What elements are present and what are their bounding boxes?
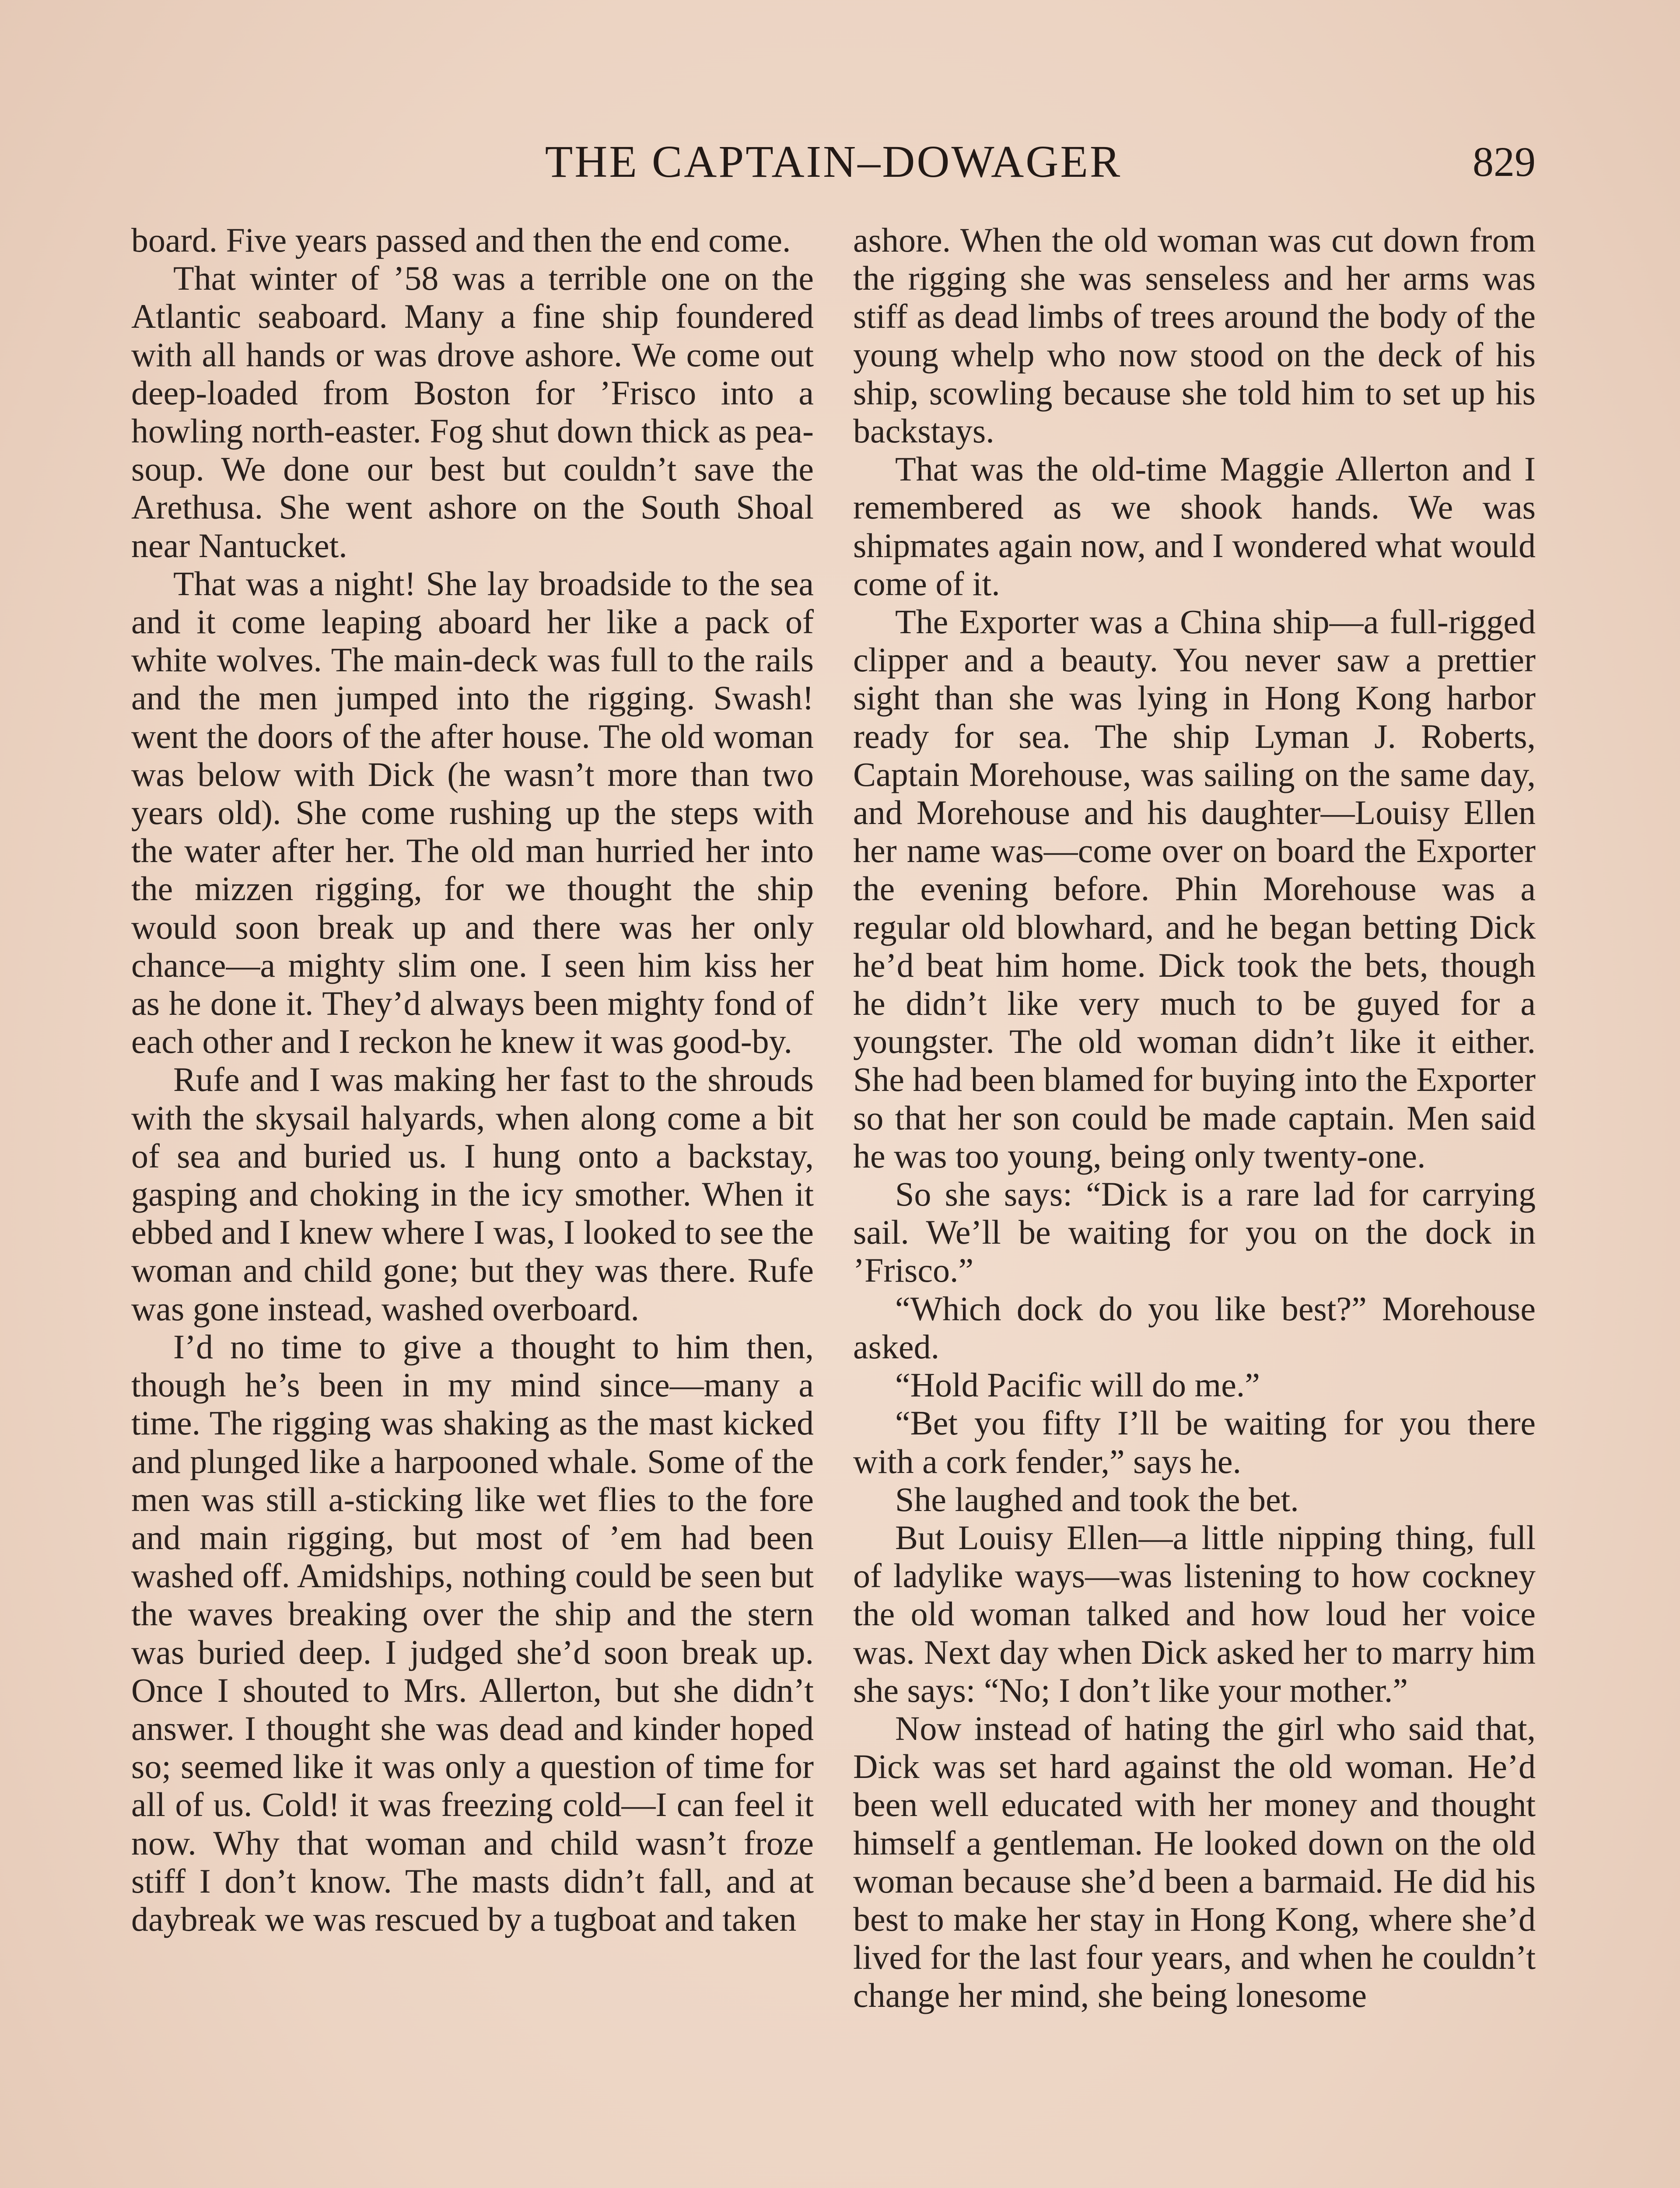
paragraph: “Hold Pacific will do me.”	[895, 1366, 1260, 1404]
paragraph: ashore. When the old woman was cut down from the rigging she was senseless and her arms was stiff as dead limbs of trees around the body of the young whelp who now stood on the deck of his ship, scowling because she told him to set up his backstays.	[853, 221, 1536, 450]
paragraph: That was a night! She lay broadside to the sea and it come leaping aboard her like a pack of white wolves. The main-deck was full to the rails and the men jumped into the rigging. Swash! went the doors of the after house. The old woman was below with Dick (he wasn’t more than two years old). She come rushing up the steps with the water after her. The old man hurried her into the mizzen rigging, for we thought the ship would soon break up and there was her only chance—a mighty slim one. I seen him kiss her as he done it. They’d always been mighty fond of each other and I reckon he knew it was good-by.	[131, 564, 814, 1061]
running-title: THE CAPTAIN–DOWAGER	[545, 137, 1122, 187]
text-columns	[131, 221, 1536, 2188]
paragraph: board. Five years passed and then the end come.	[131, 221, 791, 259]
paragraph: That winter of ’58 was a terrible one on the Atlantic seaboard. Many a fine ship foundered with all hands or was drove ashore. We come out deep-loaded from Boston for ’Frisco into a howling north-easter. Fog shut down thick as pea-soup. We done our best but couldn’t save the Arethusa. She went ashore on the South Shoal near Nantucket.	[131, 259, 814, 565]
paragraph: I’d no time to give a thought to him then, though he’s been in my mind since—many a time. The rigging was shaking as the mast kicked and plunged like a harpooned whale. Some of the men was still a-sticking like wet flies to the fore and main rigging, but most of ’em had been washed off. Amidships, nothing could be seen but the waves breaking over the ship and the stern was buried deep. I judged she’d soon break up. Once I shouted to Mrs. Allerton, but she didn’t answer. I thought she was dead and kinder hoped so; seemed like it was only a question of time for all of us. Cold! it was freezing cold—I can feel it now. Why that woman and child wasn’t froze stiff I don’t know. The masts didn’t fall, and at daybreak we was rescued by a tugboat and taken	[131, 1327, 814, 1938]
paragraph: Rufe and I was making her fast to the shrouds with the skysail halyards, when along come a bit of sea and buried us. I hung onto a backstay, gasping and choking in the icy smother. When it ebbed and I knew where I was, I looked to see the woman and child gone; but they was there. Rufe was gone instead, washed overboard.	[131, 1060, 814, 1328]
paragraph: So she says: “Dick is a rare lad for carrying sail. We’ll be waiting for you on the dock in ’Frisco.”	[853, 1175, 1536, 1290]
paragraph: She laughed and took the bet.	[895, 1480, 1299, 1518]
page-header	[131, 131, 1536, 193]
page-number: 829	[1473, 138, 1536, 185]
paragraph: “Which dock do you like best?” Morehouse asked.	[853, 1289, 1536, 1366]
paragraph: Now instead of hating the girl who said that, Dick was set hard against the old woman. He’d been well educated with her money and thought himself a gentleman. He looked down on the old woman because she’d been a barmaid. He did his best to make her stay in Hong Kong, where she’d lived for the last four years, and when he couldn’t change her mind, she being lonesome	[853, 1709, 1536, 2015]
left-column	[131, 221, 814, 2188]
paragraph: That was the old-time Maggie Allerton and I remembered as we shook hands. We was shipmates again now, and I wondered what would come of it.	[853, 450, 1536, 603]
paragraph: But Louisy Ellen—a little nipping thing, full of ladylike ways—was listening to how cockney the old woman talked and how loud her voice was. Next day when Dick asked her to marry him she says: “No; I don’t like your mother.”	[853, 1518, 1536, 1709]
paragraph: “Bet you fifty I’ll be waiting for you there with a cork fender,” says he.	[853, 1404, 1536, 1480]
paragraph: The Exporter was a China ship—a full-rigged clipper and a beauty. You never saw a prettier sight than she was lying in Hong Kong harbor ready for sea. The ship Lyman J. Roberts, Captain Morehouse, was sailing on the same day, and Morehouse and his daughter—Louisy Ellen her name was—come over on board the Exporter the evening before. Phin Morehouse was a regular old blowhard, and he began betting Dick he’d beat him home. Dick took the bets, though he didn’t like very much to be guyed for a youngster. The old woman didn’t like it either. She had been blamed for buying into the Exporter so that her son could be made captain. Men said he was too young, being only twenty-one.	[853, 603, 1536, 1175]
right-column	[853, 221, 1536, 2188]
